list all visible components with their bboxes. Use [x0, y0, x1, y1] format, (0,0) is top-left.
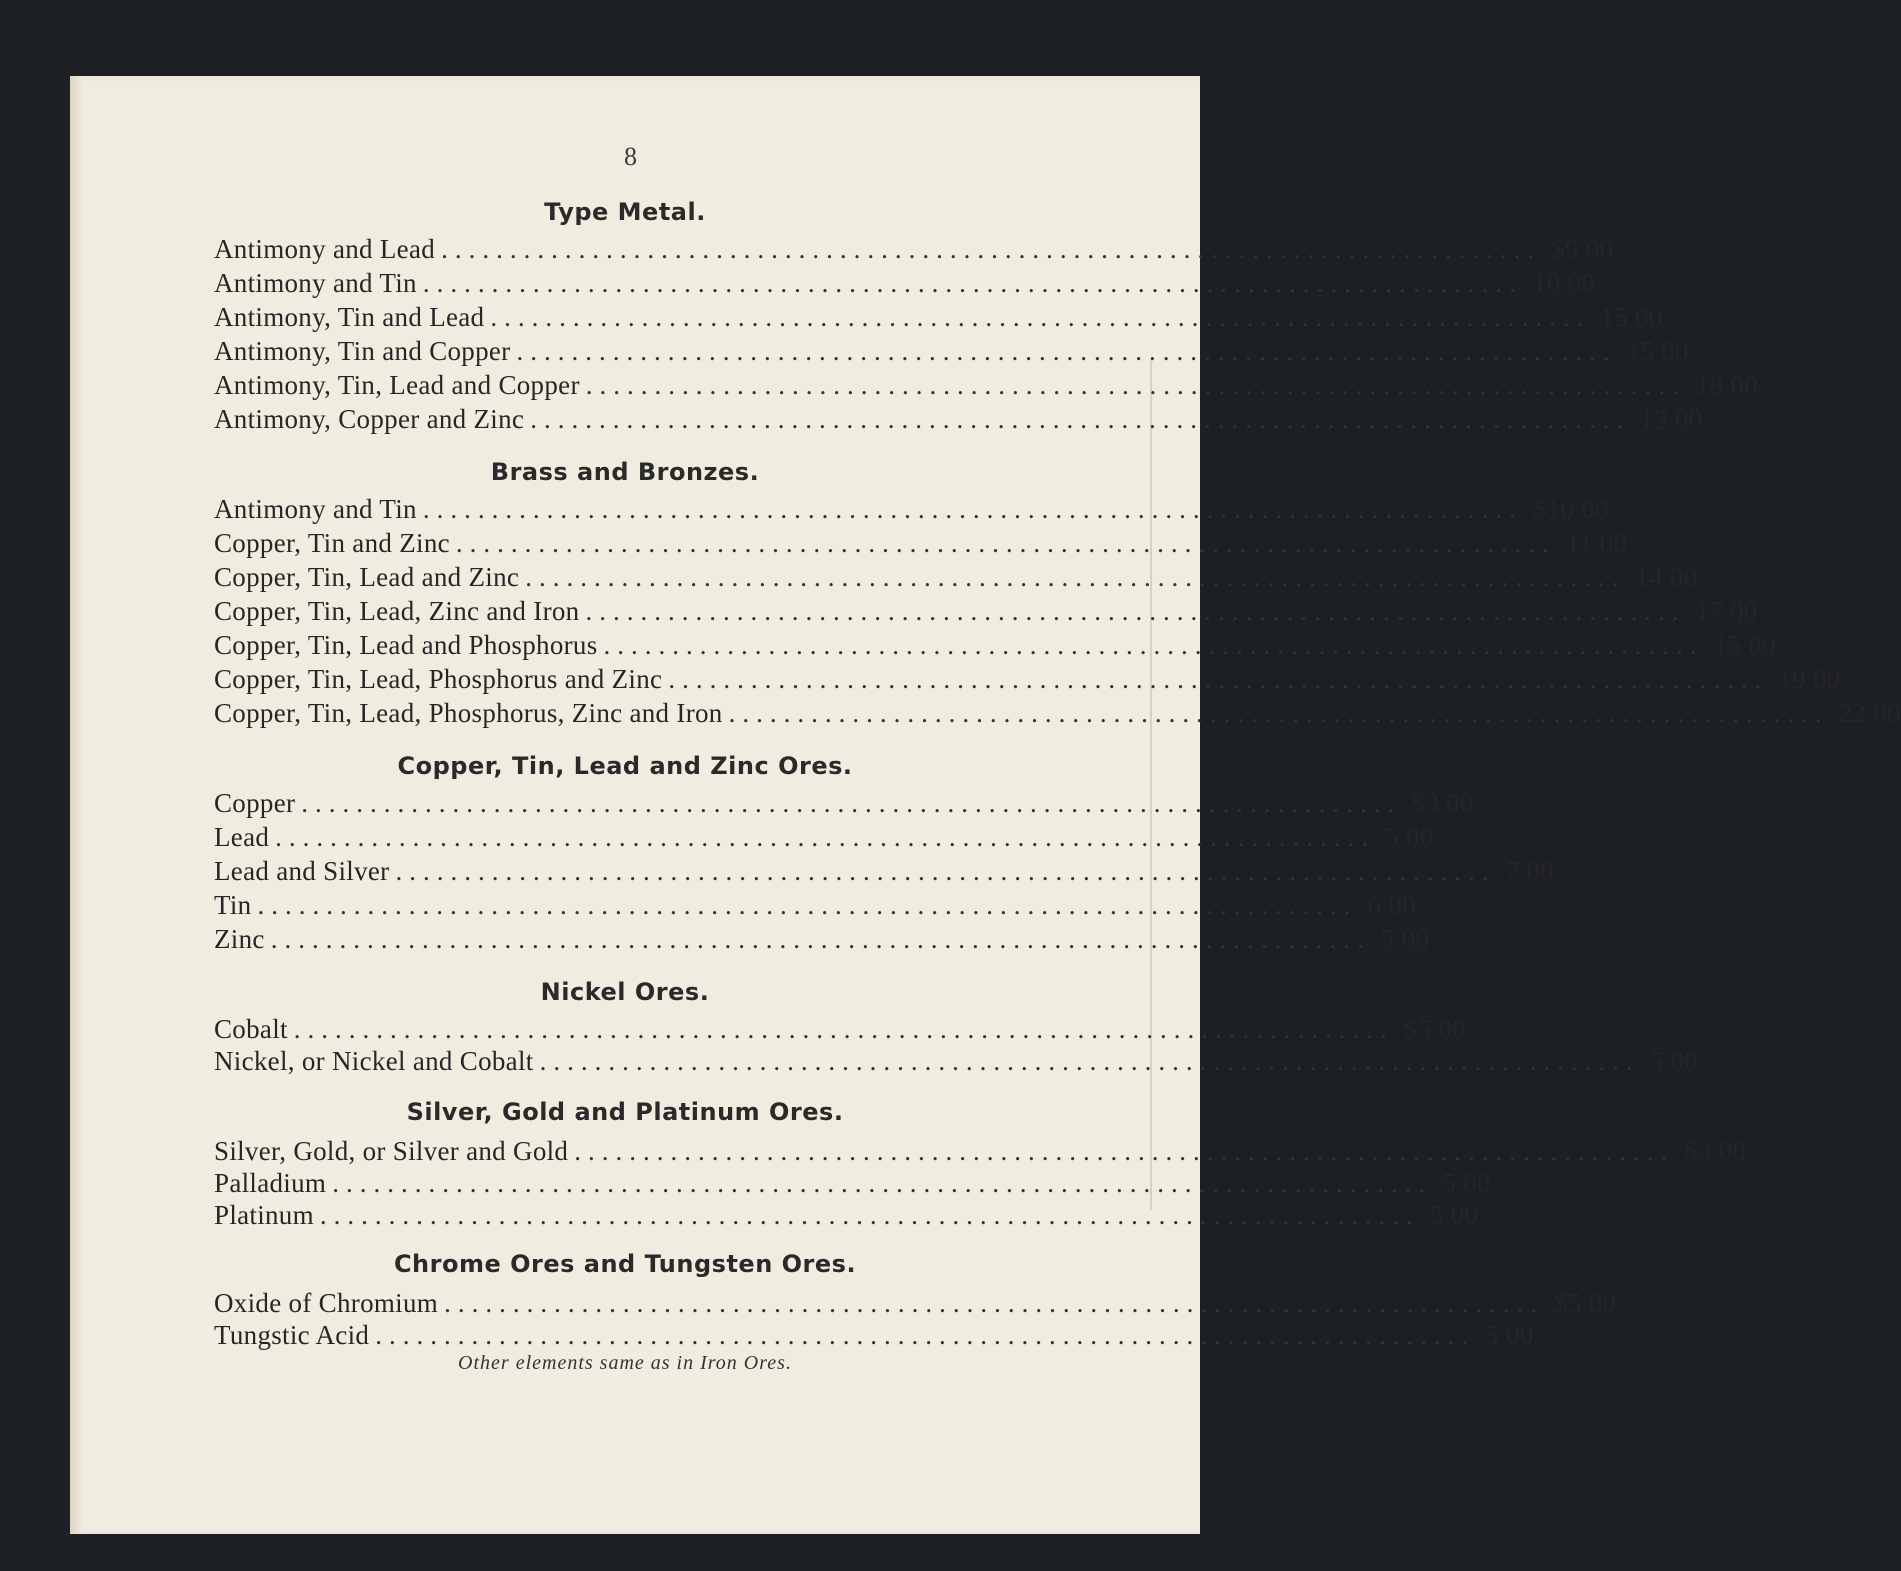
dot-leader: ................................................................................ [375, 1320, 1476, 1350]
dot-leader: ................................................................................ [319, 1200, 1420, 1230]
dot-leader: ................................................................................ [490, 302, 1591, 332]
row-price: 5 00 [1442, 1168, 1491, 1198]
row-label: Antimony, Tin and Copper [214, 336, 511, 366]
row-price: 7 00 [1505, 856, 1554, 886]
price-row [214, 628, 1776, 662]
price-row [214, 786, 1474, 820]
dot-leader: ................................................................................ [301, 788, 1402, 818]
price-row [214, 1166, 1491, 1200]
row-label: Copper, Tin, Lead, Zinc and Iron [214, 596, 580, 626]
dot-leader: ................................................................................ [332, 1168, 1433, 1198]
row-price: 22 00 [1838, 698, 1901, 728]
dot-leader: ................................................................................ [525, 562, 1626, 592]
row-price: $3 00 [1411, 788, 1474, 818]
dot-leader: ................................................................................ [422, 268, 1523, 298]
dot-leader: ................................................................................ [539, 1046, 1640, 1076]
price-row [214, 1134, 1747, 1168]
row-price: 5 00 [1429, 1200, 1479, 1230]
row-label: Copper, Tin, Lead, Phosphorus, Zinc and Iron [214, 698, 723, 728]
row-price: 14 00 [1635, 562, 1698, 592]
footnote: Other elements same as in Iron Ores. [458, 1352, 792, 1374]
price-row [214, 526, 1628, 560]
row-price: 5 00 [1380, 924, 1430, 954]
row-label: Copper, Tin, Lead and Zinc [214, 562, 520, 592]
row-price: 17 00 [1695, 596, 1758, 626]
dot-leader: ................................................................................ [422, 494, 1523, 524]
row-price: $3 00 [1684, 1136, 1747, 1166]
row-price: 5 00 [1485, 1320, 1534, 1350]
row-label: Oxide of Chromium [214, 1288, 439, 1318]
dot-leader: ................................................................................ [455, 528, 1556, 558]
price-row [214, 662, 1841, 696]
dot-leader: ................................................................................ [270, 924, 1371, 954]
row-label: Platinum [214, 1200, 314, 1230]
row-price: $9 00 [1551, 234, 1614, 264]
price-row [214, 922, 1430, 956]
row-price: 11 00 [1565, 528, 1628, 558]
price-row [214, 854, 1554, 888]
dot-leader: ................................................................................ [395, 856, 1496, 886]
row-price: $5 00 [1554, 1288, 1617, 1318]
row-label: Antimony, Copper and Zinc [214, 404, 525, 434]
row-price: 10 00 [1532, 268, 1596, 298]
price-row [214, 1198, 1479, 1232]
row-label: Tin [214, 890, 252, 920]
price-row [214, 1044, 1699, 1078]
dot-leader: ................................................................................ [257, 890, 1358, 920]
section-title-brass-bronzes: Brass and Bronzes. [490, 458, 760, 486]
row-price: 18 00 [1695, 370, 1758, 400]
row-label: Cobalt [214, 1014, 288, 1044]
row-label: Antimony, Tin and Lead [214, 302, 485, 332]
price-row [214, 1286, 1617, 1320]
page-edge [70, 76, 82, 1534]
row-price: 6 00 [1367, 890, 1416, 920]
dot-leader: ................................................................................ [293, 1014, 1394, 1044]
dot-leader: ................................................................................ [574, 1136, 1675, 1166]
row-label: Silver, Gold, or Silver and Gold [214, 1136, 569, 1166]
price-row [214, 266, 1596, 300]
row-label: Nickel, or Nickel and Cobalt [214, 1046, 534, 1076]
dot-leader: ................................................................................ [585, 370, 1686, 400]
dot-leader: ................................................................................ [275, 822, 1376, 852]
row-label: Lead and Silver [214, 856, 390, 886]
row-price: 15 00 [1626, 336, 1689, 366]
price-row [214, 696, 1901, 730]
price-row [214, 402, 1703, 436]
dot-leader: ................................................................................ [728, 698, 1829, 728]
row-label: Copper, Tin and Zinc [214, 528, 450, 558]
price-row [214, 820, 1434, 854]
section-title-type-metal: Type Metal. [544, 198, 706, 226]
dot-leader: ................................................................................ [603, 630, 1704, 660]
section-title-copper-tin-lead-zinc-ores: Copper, Tin, Lead and Zinc Ores. [397, 752, 853, 780]
price-row [214, 492, 1609, 526]
price-row [214, 1318, 1534, 1352]
row-label: Tungstic Acid [214, 1320, 370, 1350]
section-title-chrome-tungsten-ores: Chrome Ores and Tungsten Ores. [393, 1250, 857, 1278]
row-price: 5 00 [1385, 822, 1434, 852]
row-label: Antimony and Tin [214, 494, 417, 524]
row-price: $10 00 [1532, 494, 1609, 524]
row-price: 5 00 [1649, 1046, 1699, 1076]
price-row [214, 300, 1663, 334]
dot-leader: ................................................................................ [441, 234, 1542, 264]
price-row [214, 594, 1758, 628]
row-label: Antimony and Tin [214, 268, 417, 298]
row-label: Copper [214, 788, 296, 818]
row-label: Zinc [214, 924, 265, 954]
row-price: 13 00 [1640, 404, 1703, 434]
row-price: 15 00 [1600, 302, 1663, 332]
price-row [214, 232, 1614, 266]
row-label: Palladium [214, 1168, 327, 1198]
price-row [214, 560, 1698, 594]
row-label: Antimony and Lead [214, 234, 436, 264]
row-label: Copper, Tin, Lead, Phosphorus and Zinc [214, 664, 663, 694]
dot-leader: ................................................................................ [530, 404, 1631, 434]
row-price: 19 00 [1778, 664, 1841, 694]
section-title-nickel-ores: Nickel Ores. [540, 978, 710, 1006]
section-title-silver-gold-platinum-ores: Silver, Gold and Platinum Ores. [406, 1098, 844, 1126]
dot-leader: ................................................................................ [444, 1288, 1545, 1318]
binding-stitch [1150, 360, 1162, 1210]
dot-leader: ................................................................................ [516, 336, 1617, 366]
price-row [214, 334, 1689, 368]
price-row [214, 888, 1416, 922]
price-row [214, 1012, 1467, 1046]
row-label: Antimony, Tin, Lead and Copper [214, 370, 580, 400]
row-label: Copper, Tin, Lead and Phosphorus [214, 630, 598, 660]
row-label: Lead [214, 822, 270, 852]
row-price: 15 00 [1713, 630, 1776, 660]
row-price: $5 00 [1403, 1014, 1467, 1044]
price-row [214, 368, 1758, 402]
dot-leader: ................................................................................ [668, 664, 1769, 694]
dot-leader: ................................................................................ [585, 596, 1686, 626]
